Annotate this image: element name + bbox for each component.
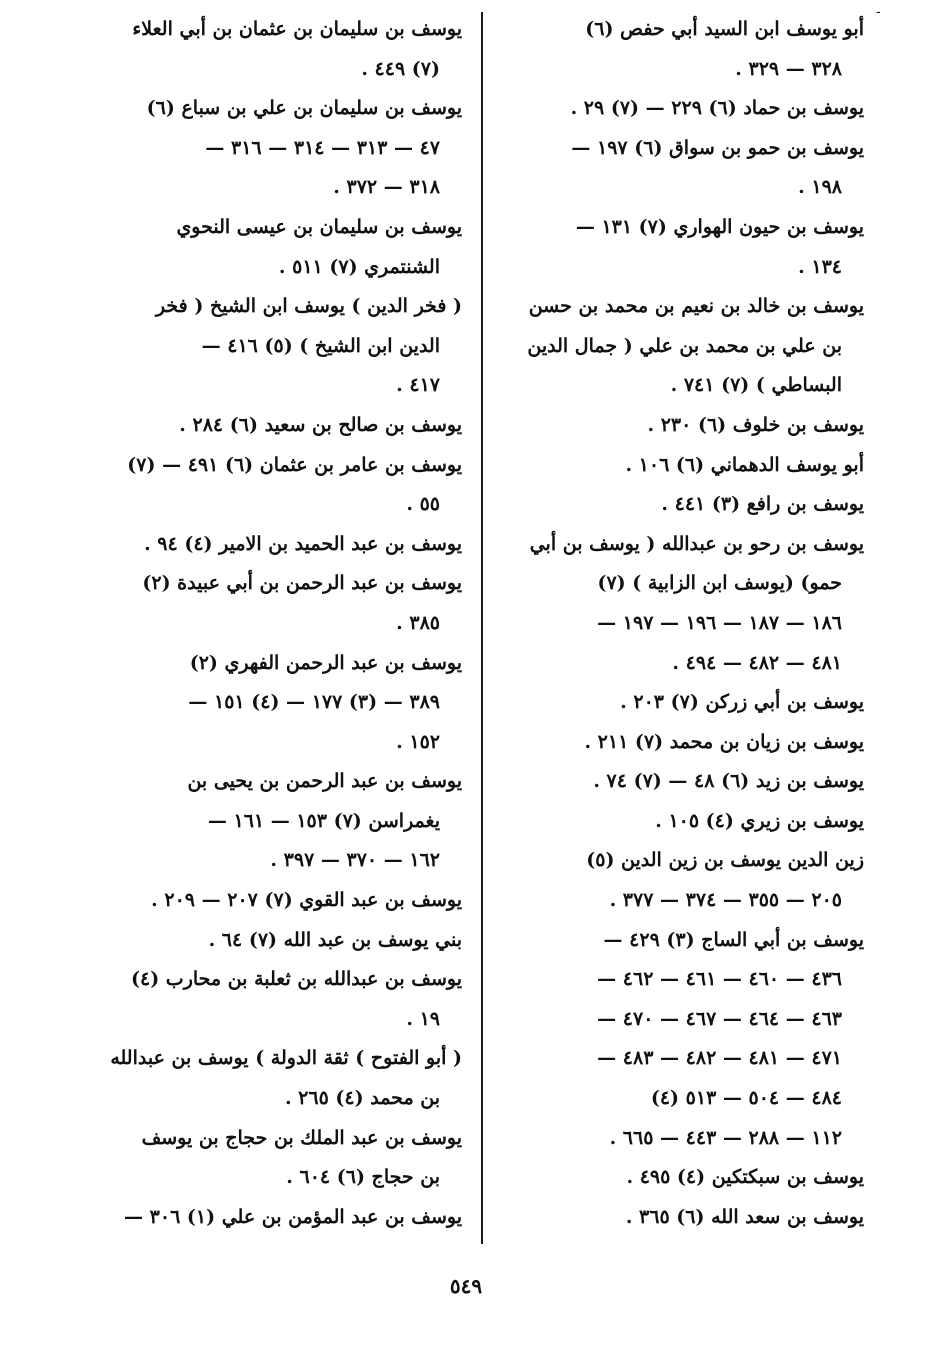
index-entry — [106, 564, 462, 643]
entry-heading-line: يوسف بن عبد الحميد بن الامير (٤) ٩٤ . — [144, 532, 462, 555]
index-entry — [504, 10, 864, 89]
entry-heading-line: يوسف بن خلوف (٦) ٢٣٠ . — [647, 413, 864, 436]
entry-heading-line: يوسف بن سليمان بن علي بن سباع (٦) — [146, 97, 462, 120]
index-entry — [504, 406, 864, 446]
entry-heading-line: يوسف بن عبد الملك بن حجاج بن يوسف — [141, 1126, 462, 1149]
entry-heading-line: يوسف بن سليمان بن عثمان بن أبي العلاء — [132, 18, 462, 40]
entry-heading-line: يوسف بن زيري (٤) ١٠٥ . — [655, 809, 864, 832]
index-entry — [504, 802, 864, 842]
right-column — [504, 10, 864, 1237]
index-entry — [504, 1158, 864, 1198]
entry-continuation-line: ١٣٤ . — [798, 255, 842, 278]
index-entry — [504, 841, 864, 920]
entry-continuation-line: ١١٢ — ٢٨٨ — ٤٤٣ — ٦٦٥ . — [609, 1126, 842, 1149]
entry-heading-line: يوسف بن زيد (٦) ٤٨ — (٧) ٧٤ . — [593, 770, 864, 793]
entry-heading-line: يوسف بن عبد الرحمن الفهري (٢) — [189, 651, 462, 674]
entry-heading-line: يوسف بن عبد الرحمن بن أبي عبيدة (٢) — [142, 572, 462, 595]
index-entry — [504, 525, 864, 683]
index-entry — [106, 406, 462, 446]
entry-continuation-line: ٣٨٥ . — [396, 611, 440, 634]
index-entry — [504, 762, 864, 802]
entry-heading-line: يوسف بن أبي زركن (٧) ٢٠٣ . — [620, 691, 864, 714]
entry-continuation-line: حمو) (يوسف ابن الزابية ) (٧) — [597, 572, 842, 595]
entry-heading-line: يوسف بن زيان بن محمد (٧) ٢١١ . — [584, 730, 864, 753]
entry-continuation-line: ٤١٧ . — [396, 374, 440, 397]
entry-heading-line: يوسف بن حيون الهواري (٧) ١٣١ — — [575, 215, 864, 238]
entry-heading-line: ( فخر الدين ) يوسف ابن الشيخ ( فخر — [155, 295, 462, 318]
index-entry — [106, 1198, 462, 1238]
entry-continuation-line: ٤٧ — ٣١٣ — ٣١٤ — ٣١٦ — — [205, 136, 440, 159]
entry-continuation-line: ٥٥ . — [406, 493, 440, 516]
index-entry — [106, 1039, 462, 1118]
entry-heading-line: يوسف بن حماد (٦) ٢٢٩ — (٧) ٢٩ . — [570, 97, 864, 120]
entry-continuation-line: ٤٣٦ — ٤٦٠ — ٤٦١ — ٤٦٢ — — [597, 968, 842, 991]
entry-heading-line: زين الدين يوسف بن زين الدين (٥) — [586, 849, 864, 872]
entry-heading-line: يوسف بن سليمان بن عيسى النحوي — [176, 215, 462, 238]
entry-continuation-line: (٧) ٤٤٩ . — [361, 57, 440, 80]
entry-continuation-line: ٣١٨ — ٣٧٢ . — [333, 176, 440, 199]
index-entry — [504, 89, 864, 129]
index-entry — [504, 683, 864, 723]
entry-continuation-line: بن حجاج (٦) ٦٠٤ . — [286, 1166, 440, 1189]
entry-heading-line: ( أبو الفتوح ) ثقة الدولة ) يوسف بن عبدالله — [110, 1047, 462, 1070]
entry-heading-line: يوسف بن أبي الساج (٣) ٤٢٩ — — [603, 928, 864, 951]
index-entry — [504, 208, 864, 287]
entry-continuation-line: ١٥٢ . — [396, 730, 440, 753]
index-entry — [106, 881, 462, 921]
entry-continuation-line: ٤٨١ — ٤٨٢ — ٤٩٤ . — [672, 651, 842, 674]
index-entry — [504, 287, 864, 406]
left-column — [106, 10, 462, 1237]
entry-continuation-line: يغمراسن (٧) ١٥٣ — ١٦١ — — [207, 809, 440, 832]
entry-continuation-line: بن علي بن محمد بن علي ( جمال الدين — [527, 334, 842, 357]
entry-heading-line: يوسف بن عبد المؤمن بن علي (١) ٣٠٦ — — [124, 1205, 462, 1228]
entry-continuation-line: ١٩٨ . — [798, 176, 842, 199]
entry-continuation-line: ١٦٢ — ٣٧٠ — ٣٩٧ . — [270, 849, 440, 872]
entry-continuation-line: الدين ابن الشيخ ) (٥) ٤١٦ — — [201, 334, 440, 357]
entry-heading-line: يوسف بن رافع (٣) ٤٤١ . — [661, 493, 864, 516]
entry-continuation-line: الشنتمري (٧) ٥١١ . — [278, 255, 440, 278]
entry-continuation-line: ١٨٦ — ١٨٧ — ١٩٦ — ١٩٧ — — [597, 611, 842, 634]
entry-heading-line: يوسف بن عبدالله بن ثعلبة بن محارب (٤) — [130, 968, 462, 991]
index-entry — [504, 129, 864, 208]
index-entry — [106, 960, 462, 1039]
entry-heading-line: يوسف بن عبد القوي (٧) ٢٠٧ — ٢٠٩ . — [151, 889, 462, 912]
entry-heading-line: يوسف بن صالح بن سعيد (٦) ٢٨٤ . — [179, 413, 462, 436]
entry-continuation-line: ٢٠٥ — ٣٥٥ — ٣٧٤ — ٣٧٧ . — [609, 889, 842, 912]
corner-mark: - — [876, 4, 881, 20]
index-entry — [106, 525, 462, 565]
index-entry — [504, 723, 864, 763]
entry-heading-line: أبو يوسف الدهماني (٦) ١٠٦ . — [625, 453, 864, 476]
index-entry — [106, 287, 462, 406]
index-entry — [106, 1119, 462, 1198]
index-entry — [504, 1198, 864, 1238]
entry-continuation-line: ٤٨٤ — ٥٠٤ — ٥١٣ (٤) — [650, 1087, 842, 1110]
index-entry — [106, 762, 462, 881]
index-entry — [106, 10, 462, 89]
index-entry — [106, 921, 462, 961]
entry-heading-line: يوسف بن عامر بن عثمان (٦) ٤٩١ — (٧) — [127, 453, 462, 476]
entry-continuation-line: ٤٧١ — ٤٨١ — ٤٨٢ — ٤٨٣ — — [597, 1047, 842, 1070]
index-entry — [504, 485, 864, 525]
index-entry — [106, 89, 462, 208]
entry-heading-line: يوسف بن رحو بن عبدالله ( يوسف بن أبي — [529, 532, 864, 555]
entry-continuation-line: بن محمد (٤) ٢٦٥ . — [284, 1087, 440, 1110]
entry-continuation-line: ٣٢٨ — ٣٢٩ . — [735, 57, 842, 80]
entry-heading-line: يوسف بن عبد الرحمن بن يحيى بن — [187, 770, 462, 793]
entry-heading-line: يوسف بن خالد بن نعيم بن محمد بن حسن — [528, 295, 864, 318]
entry-continuation-line: ١٩ . — [406, 1007, 440, 1030]
column-divider — [481, 12, 483, 1244]
index-entry — [106, 644, 462, 763]
entry-heading-line: بني يوسف بن عبد الله (٧) ٦٤ . — [208, 928, 462, 951]
entry-heading-line: يوسف بن حمو بن سواق (٦) ١٩٧ — — [571, 136, 864, 159]
index-entry — [504, 446, 864, 486]
index-entry — [504, 921, 864, 1159]
entry-continuation-line: ٣٨٩ — (٣) ١٧٧ — (٤) ١٥١ — — [188, 691, 440, 714]
index-entry — [106, 208, 462, 287]
entry-continuation-line: البساطي ) (٧) ٧٤١ . — [670, 374, 842, 397]
entry-heading-line: يوسف بن سعد الله (٦) ٣٦٥ . — [625, 1205, 864, 1228]
entry-heading-line: يوسف بن سبكتكين (٤) ٤٩٥ . — [626, 1166, 864, 1189]
index-entry — [106, 446, 462, 525]
entry-heading-line: أبو يوسف ابن السيد أبي حفص (٦) — [585, 18, 864, 40]
page-number: ٥٤٩ — [449, 1274, 483, 1298]
entry-continuation-line: ٤٦٣ — ٤٦٤ — ٤٦٧ — ٤٧٠ — — [597, 1007, 842, 1030]
